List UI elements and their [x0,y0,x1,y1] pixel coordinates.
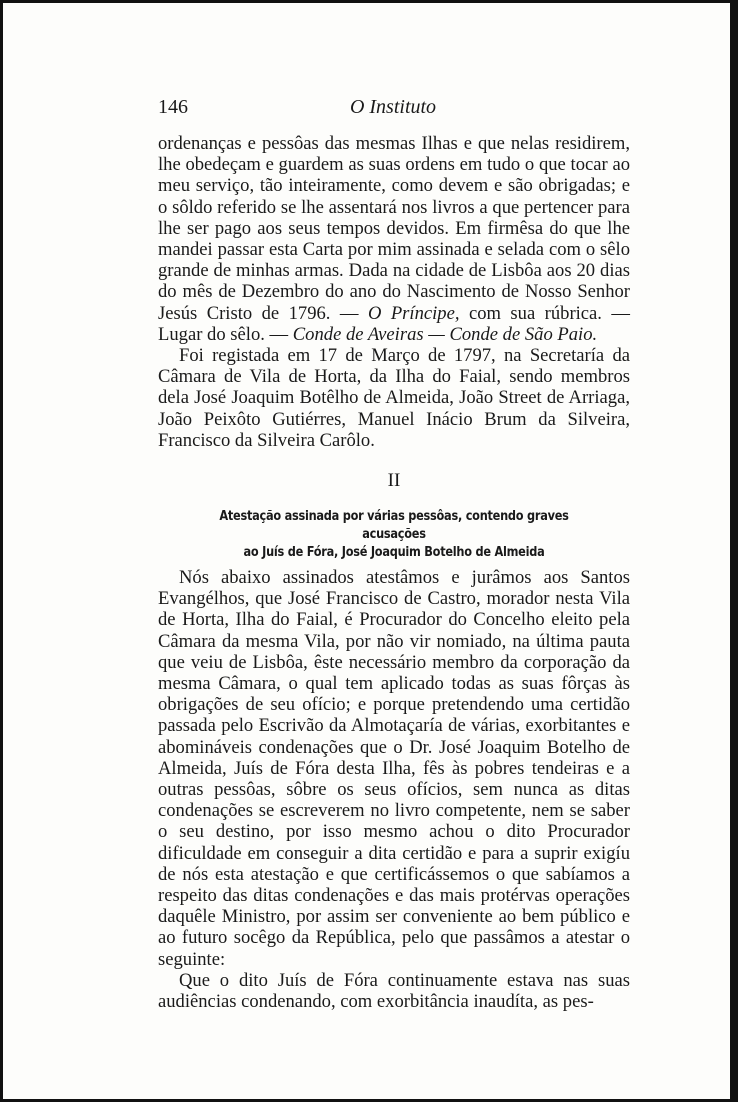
paragraph: Que o dito Juís de Fóra continuamente estava nas suas audiências condenando, com exorbitância inaudíta, as pes- [158,969,630,1013]
running-title: O Instituto [349,96,437,118]
dash: — [423,323,450,345]
paragraph-text: ordenanças e pessôas das mesmas Ilhas e que nelas residirem, lhe obedeçam e guardem as suas ordens em tudo o que tocar ao meu serviço, tão inteiramente, como devem e são obrigadas; e o sôldo referido se lhe assentará nos livros a que pertencer para lhe ser pago aos seus tempos devidos. Em firmêsa do que lhe mandei passar esta Carta por mim assinada e selada com o sêlo grande de minhas armas. Dada na cidade de Lisbôa aos 20 dias do mês de Dezembro do ano do Nascimento de Nosso Senhor Jesús Cristo de 1796. [158,133,630,324]
rubric-text: com sua rúbrica. — Lugar do sêlo. — [158,302,630,345]
paragraph: Nós abaixo assinados atestâmos e jurâmos aos Santos Evangélhos, que José Francisco de Castro, morador nesta Vila de Horta, Ilha do Faial, é Procurador do Concelho eleito pela Câmara da mesma Vila, por não vir nomiado, na última pauta que veiu de Lisbôa, êste necessário membro da corporação da mesma Câmara, o qual tem aplicado todas as suas fôrças às obrigações de seu ofício; e porque pretendendo uma certidão passada pelo Escrivão da Almotaçaría de várias, exorbitantes e abomináveis condenações que o Dr. José Joaquim Botelho de Almeida, Juís de Fóra desta Ilha, fês às pobres tendeiras e a outras pessôas, sôbre os seus ofícios, sem nunca as ditas condenações se escreverem no livro competente, nem se saber o seu destino, por isso mesmo achou o dito Procurador dificuldade em conseguir a dita certidão e para a suprir exigíu de nós esta atestação e que certificássemos o que sabíamos a respeito das ditas condenações e das mais protérvas operações daquêle Ministro, por assim ser conveniente ao bem público e ao futuro socêgo da República, pelo que passâmos a atestar o seguinte: [158,567,630,970]
attestation-text-block [158,567,630,1012]
section-number: II [387,470,401,491]
heading-line: Atestação assinada por várias pessôas, contendo graves acusações [219,509,569,542]
signatory-conde-aveiras: Conde de Aveiras [292,323,424,345]
signatory-prince: O Príncipe, [367,302,460,324]
signatory-conde-sao-paio: Conde de São Paio. [449,323,598,345]
section-heading [191,508,597,562]
dash: — [339,302,368,324]
paragraph: Foi registada em 17 de Março de 1797, na Secretaría da Câmara de Vila de Horta, da Ilha do Faial, sendo membros dela José Joaquim Botêlho de Almeida, João Street de Arriaga, João Peixôto Gutiérres, Manuel Inácio Brum da Silveira, Francisco da Silveira Carôlo. [158,345,630,451]
page-number: 146 [158,96,188,118]
heading-line: ao Juís de Fóra, José Joaquim Botelho de Almeida [243,545,545,560]
paragraph [158,133,630,345]
letter-text-block [158,133,630,451]
